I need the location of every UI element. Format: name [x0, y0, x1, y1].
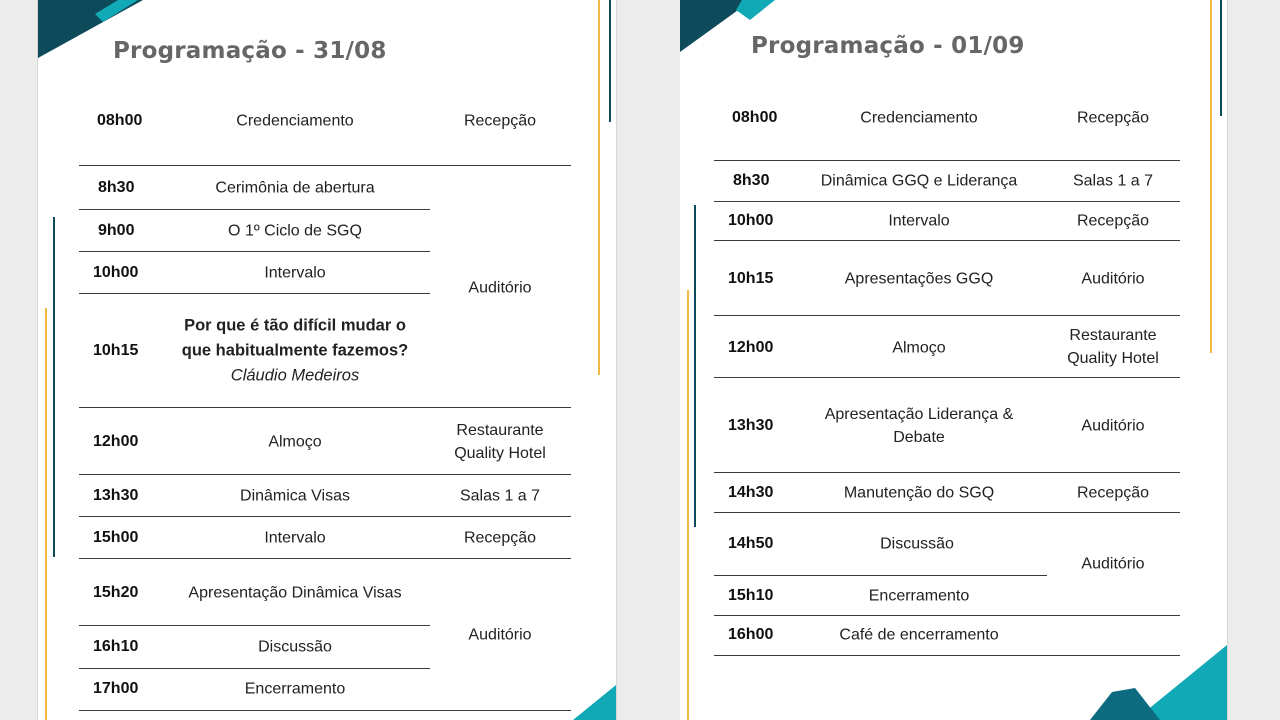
schedule-activity: Apresentações GGQ	[844, 270, 994, 288]
schedule-time: 10h00	[728, 212, 774, 229]
accent-line-teal	[694, 205, 696, 527]
activity-line: Apresentação Liderança &	[824, 406, 1014, 423]
accent-line-gold-right	[598, 0, 600, 375]
row-divider	[714, 160, 1180, 161]
schedule-location	[464, 110, 536, 133]
schedule-time: 15h10	[728, 587, 774, 604]
row-divider	[714, 240, 1180, 241]
location-text: Recepção	[1076, 484, 1150, 502]
schedule-activity: Intervalo	[264, 529, 326, 547]
schedule-location	[1077, 107, 1149, 130]
schedule-location	[460, 485, 540, 508]
schedule-time: 15h20	[93, 584, 139, 601]
schedule-location	[1081, 553, 1144, 576]
corner-decoration-bottom	[568, 680, 616, 720]
schedule-time: 14h50	[728, 535, 774, 552]
location-text: Recepção	[1076, 212, 1150, 230]
talk-title-line: que habitualmente fazemos?	[181, 341, 409, 360]
schedule-activity: Manutenção do SGQ	[843, 484, 995, 502]
talk-title-line: Por que é tão difícil mudar o	[184, 316, 406, 335]
row-divider	[79, 668, 430, 669]
schedule-location	[1081, 415, 1144, 438]
location-text: Restaurante	[456, 422, 544, 439]
location-text: Salas 1 a 7	[459, 487, 541, 505]
schedule-location	[1073, 170, 1153, 193]
row-divider	[79, 558, 571, 559]
schedule-activity: Dinâmica GGQ e Liderança	[820, 172, 1018, 190]
schedule-activity: O 1º Ciclo de SGQ	[228, 222, 362, 240]
page-title: Programação - 01/09	[751, 33, 1025, 59]
accent-line-gold-right	[1210, 0, 1212, 353]
schedule-activity: Café de encerramento	[839, 626, 999, 644]
location-text: Quality Hotel	[454, 445, 546, 462]
schedule-activity: Intervalo	[264, 264, 326, 282]
row-divider	[79, 165, 571, 166]
location-text: Salas 1 a 7	[1072, 172, 1154, 190]
schedule-time: 13h30	[728, 417, 774, 434]
schedule-page-day1	[37, 0, 617, 720]
row-divider	[79, 293, 430, 294]
row-divider	[79, 710, 571, 711]
schedule-location	[464, 527, 536, 550]
schedule-location	[468, 277, 531, 300]
row-divider	[79, 474, 571, 475]
schedule-time: 12h00	[93, 433, 139, 450]
row-divider	[714, 315, 1180, 316]
schedule-activity: Intervalo	[888, 212, 950, 230]
schedule-activity: Apresentação Dinâmica Visas	[188, 584, 402, 602]
accent-line-teal-right	[609, 0, 611, 122]
schedule-time: 16h10	[93, 638, 139, 655]
page-title: Programação - 31/08	[113, 38, 387, 64]
speaker-name: Cláudio Medeiros	[230, 366, 360, 385]
schedule-time: 8h30	[733, 172, 770, 189]
location-text: Recepção	[463, 112, 537, 130]
row-divider	[714, 655, 1180, 656]
schedule-activity: Encerramento	[244, 680, 346, 698]
location-text: Recepção	[1076, 109, 1150, 127]
accent-line-gold	[687, 290, 689, 720]
schedule-time: 10h00	[93, 264, 139, 281]
schedule-time: 12h00	[728, 339, 774, 356]
row-divider	[79, 251, 430, 252]
schedule-activity: Encerramento	[868, 587, 970, 605]
schedule-activity: Discussão	[880, 535, 954, 553]
corner-decoration-bottom	[1090, 640, 1227, 720]
schedule-location	[454, 419, 546, 465]
schedule-time: 8h30	[98, 179, 135, 196]
row-divider	[714, 615, 1180, 616]
row-divider	[79, 625, 430, 626]
location-text: Recepção	[463, 529, 537, 547]
schedule-page-day2	[680, 0, 1228, 720]
schedule-activity: Almoço	[268, 433, 322, 451]
schedule-location	[1077, 210, 1149, 233]
location-text: Auditório	[468, 626, 532, 644]
row-divider	[714, 575, 1047, 576]
schedule-activity: Credenciamento	[236, 112, 354, 130]
location-text: Auditório	[468, 279, 532, 297]
location-text: Quality Hotel	[1067, 350, 1159, 367]
schedule-time: 17h00	[93, 680, 139, 697]
schedule-location	[1077, 482, 1149, 505]
schedule-activity-multiline	[825, 403, 1014, 449]
schedule-time: 9h00	[98, 222, 135, 239]
location-text: Restaurante	[1069, 327, 1157, 344]
schedule-time: 13h30	[93, 487, 139, 504]
schedule-activity: Credenciamento	[860, 109, 978, 127]
accent-line-teal-right	[1220, 0, 1222, 116]
schedule-time: 08h00	[97, 112, 143, 129]
location-text: Auditório	[1081, 270, 1145, 288]
location-text: Auditório	[1081, 417, 1145, 435]
row-divider	[714, 201, 1180, 202]
schedule-time: 15h00	[93, 529, 139, 546]
schedule-activity: Discussão	[258, 638, 332, 656]
schedule-time: 08h00	[732, 109, 778, 126]
row-divider	[79, 516, 571, 517]
schedule-location	[1081, 268, 1144, 291]
accent-line-teal	[53, 217, 55, 557]
schedule-time: 10h15	[728, 270, 774, 287]
row-divider	[79, 407, 571, 408]
schedule-time: 10h15	[93, 342, 139, 359]
schedule-activity: Almoço	[892, 339, 946, 357]
schedule-location	[468, 624, 531, 647]
keynote-talk	[182, 314, 408, 389]
location-text: Auditório	[1081, 555, 1145, 573]
schedule-location	[1067, 324, 1159, 370]
schedule-time: 16h00	[728, 626, 774, 643]
activity-line: Debate	[893, 429, 945, 446]
accent-line-gold	[45, 308, 47, 720]
schedule-activity: Dinâmica Visas	[240, 487, 350, 505]
schedule-activity: Cerimônia de abertura	[215, 179, 375, 197]
row-divider	[714, 472, 1180, 473]
row-divider	[79, 209, 430, 210]
schedule-time: 14h30	[728, 484, 774, 501]
row-divider	[714, 512, 1180, 513]
row-divider	[714, 377, 1180, 378]
